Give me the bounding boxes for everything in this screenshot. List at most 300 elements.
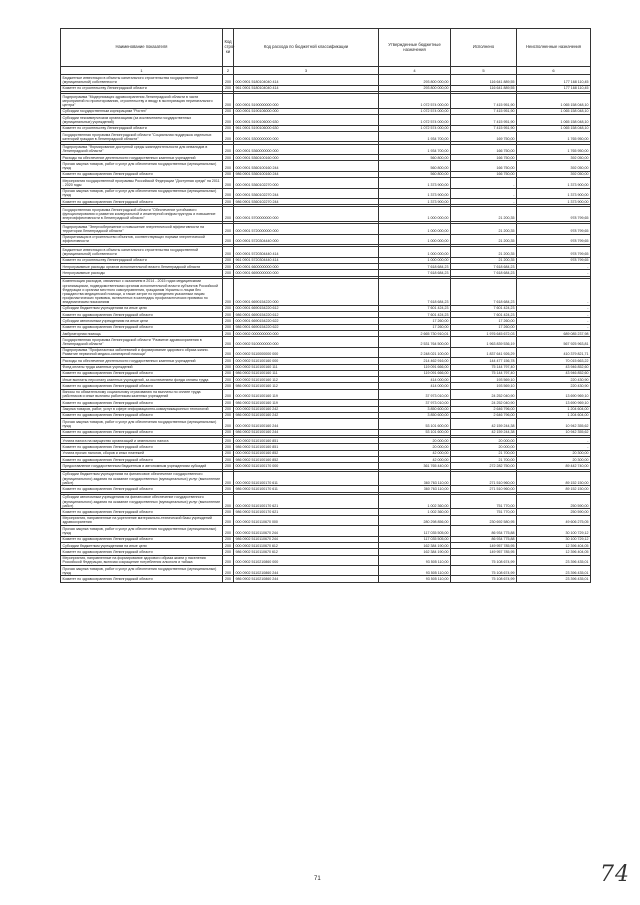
cell-approved: 1 373 900,00	[379, 188, 451, 198]
table-row	[61, 576, 591, 582]
cell-approved: 1 072 574 000,00	[379, 125, 451, 131]
cell-indicator-name: Подпрограмма "Профилактика заболеваний и формирование здорового образа жизни. Развитие первичной медико-санитарной помощи"	[61, 347, 223, 357]
cell-expense-code: 000 0901 5720000000 000	[234, 224, 379, 234]
cell-approved: 37 973 010,00	[379, 400, 451, 406]
cell-line-code: 200	[223, 144, 234, 154]
cell-approved: 117 035 505,00	[379, 526, 451, 536]
cell-indicator-name: Комитет по здравоохранению Ленинградской области	[61, 370, 223, 376]
cell-indicator-name: Мероприятия государственной программы Российской Федерации "Доступная среда" на 2011 - 2020 годы	[61, 178, 223, 188]
cell-executed: 21 200,35	[451, 234, 517, 244]
cell-indicator-name: Комитет по строительству Ленинградской области	[61, 125, 223, 131]
cell-unexecuted: 30 100 729,12	[517, 536, 591, 542]
column-number: 4	[379, 67, 451, 75]
cell-line-code: 200	[223, 161, 234, 171]
cell-expense-code: 000 0902 0000000000 000	[234, 331, 379, 337]
column-number: 6	[517, 67, 591, 75]
cell-line-code: 200	[223, 331, 234, 337]
cell-unexecuted: 10 942 355,62	[517, 419, 591, 429]
column-number-row	[61, 67, 591, 75]
cell-expense-code: 986 0901 6690154220 612	[234, 312, 379, 318]
cell-executed: 86 934 775,88	[451, 536, 517, 542]
cell-unexecuted: 567 925 963,81	[517, 337, 591, 347]
cell-executed: 166 750,00	[451, 155, 517, 161]
cell-indicator-name: Мероприятия, направленные на укрепление материально-технической базы учреждений здравоохранения	[61, 515, 223, 525]
cell-line-code: 200	[223, 312, 234, 318]
cell-unexecuted: -	[517, 444, 591, 450]
table-row	[61, 247, 591, 257]
column-number: 2	[223, 67, 234, 75]
cell-indicator-name: Непрограммные расходы	[61, 270, 223, 276]
cell-indicator-name: Государственная программа Ленинградской области "Социальная поддержка отдельных категорий граждан в Ленинградской области"	[61, 131, 223, 141]
cell-line-code: 200	[223, 536, 234, 542]
cell-expense-code: 000 0902 5110110670 000	[234, 515, 379, 525]
cell-line-code: 200	[223, 224, 234, 234]
table-row	[61, 115, 591, 125]
cell-unexecuted: 89 152 150,00	[517, 471, 591, 486]
cell-executed: 7 415 951,90	[451, 125, 517, 131]
cell-unexecuted: -	[517, 318, 591, 324]
budget-execution-table	[60, 28, 591, 583]
cell-expense-code: 986 0901 5360102270 244	[234, 198, 379, 204]
cell-line-code: 200	[223, 75, 234, 85]
table-row	[61, 144, 591, 154]
cell-line-code: 200	[223, 278, 234, 305]
cell-line-code: 200	[223, 188, 234, 198]
table-row	[61, 526, 591, 536]
cell-indicator-name: Прочая закупка товаров, работ и услуг для обеспечения государственных (муниципальных) нужд	[61, 188, 223, 198]
cell-executed: 75 108 674,99	[451, 576, 517, 582]
cell-indicator-name: Комитет по здравоохранению Ленинградской области	[61, 444, 223, 450]
cell-indicator-name: Подпрограмма "Формирование доступной среды жизнедеятельности для инвалидов в Ленинградской области"	[61, 144, 223, 154]
cell-unexecuted: 978 799,65	[517, 234, 591, 244]
cell-line-code: 200	[223, 389, 234, 399]
cell-unexecuted: -	[517, 324, 591, 330]
cell-expense-code: 000 0902 5110100170 000	[234, 463, 379, 469]
cell-unexecuted: 1 373 900,00	[517, 198, 591, 204]
cell-executed: 7 415 951,90	[451, 115, 517, 125]
cell-line-code: 200	[223, 555, 234, 565]
table-row	[61, 337, 591, 347]
cell-approved: 7 601 424,23	[379, 305, 451, 311]
cell-indicator-name: Комитет по здравоохранению Ленинградской области	[61, 576, 223, 582]
cell-line-code: 200	[223, 264, 234, 270]
cell-executed: 21 700,00	[451, 450, 517, 456]
cell-line-code: 200	[223, 131, 234, 141]
cell-expense-code: 000 0902 5100000000 000	[234, 337, 379, 347]
cell-approved: 7 618 684,23	[379, 270, 451, 276]
cell-approved: 7 618 684,23	[379, 278, 451, 305]
cell-indicator-name: Комитет по здравоохранению Ленинградской области	[61, 400, 223, 406]
cell-approved: 93 505 110,00	[379, 555, 451, 565]
cell-indicator-name: Комитет по здравоохранению Ленинградской области	[61, 429, 223, 435]
cell-expense-code: 000 0901 5300000000 000	[234, 131, 379, 141]
cell-executed: 75 144 797,40	[451, 370, 517, 376]
cell-line-code: 200	[223, 494, 234, 509]
cell-unexecuted: 10 942 355,62	[517, 429, 591, 435]
cell-line-code: 200	[223, 400, 234, 406]
cell-line-code: 200	[223, 337, 234, 347]
cell-executed: 21 200,35	[451, 257, 517, 263]
cell-executed: 75 108 674,99	[451, 566, 517, 576]
cell-indicator-name: Комитет по здравоохранению Ленинградской области	[61, 198, 223, 204]
cell-unexecuted: 392 050,00	[517, 155, 591, 161]
cell-line-code: 200	[223, 115, 234, 125]
cell-line-code: 200	[223, 347, 234, 357]
cell-expense-code: 000 0901 5190106000 000	[234, 108, 379, 114]
table-row	[61, 234, 591, 244]
cell-unexecuted: 1 373 900,00	[517, 188, 591, 198]
cell-indicator-name: Уплата налога на имущество организаций и земельного налога	[61, 438, 223, 444]
table-row	[61, 555, 591, 565]
table-row	[61, 178, 591, 188]
cell-executed: 20 000,00	[451, 444, 517, 450]
cell-approved: 3 850 600,00	[379, 412, 451, 418]
cell-executed: 751 770,00	[451, 509, 517, 515]
cell-unexecuted: 1 065 158 048,10	[517, 94, 591, 109]
cell-executed: 21 200,35	[451, 207, 517, 222]
cell-unexecuted: -	[517, 270, 591, 276]
cell-unexecuted: 12 396 404,05	[517, 542, 591, 548]
cell-unexecuted: 30 100 729,12	[517, 526, 591, 536]
cell-executed: 42 159 244,38	[451, 429, 517, 435]
cell-unexecuted: 220 430,90	[517, 377, 591, 383]
cell-executed: 75 144 797,40	[451, 364, 517, 370]
cell-unexecuted: 1 373 900,00	[517, 178, 591, 188]
cell-executed: 7 415 951,90	[451, 108, 517, 114]
cell-indicator-name: Компенсация расходов, связанных с оказанием в 2014 - 2015 годах медицинскими организациями, подведомственными органам исполнительной власти субъектов Российской Федерации и органам местного самоуправления, гражданам Украины и лицам без гражданства медицинской помощи, а также затрат по проведению указанным лицам профилактических прививок, включенных в календарь профилактических прививок по эпидемическим показаниям	[61, 278, 223, 305]
cell-expense-code: 000 0901 5720304440 000	[234, 234, 379, 244]
cell-indicator-name: Государственная программа Ленинградской области "Развитие здравоохранения в Ленинградской области"	[61, 337, 223, 347]
cell-unexecuted: 20 300,00	[517, 450, 591, 456]
cell-line-code: 200	[223, 324, 234, 330]
cell-indicator-name: Прочая закупка товаров, работ и услуг для обеспечения государственных (муниципальных) нужд	[61, 419, 223, 429]
cell-expense-code: 000 0901 5180104040 414	[234, 75, 379, 85]
cell-line-code: 200	[223, 471, 234, 486]
cell-indicator-name: Комитет по здравоохранению Ленинградской области	[61, 312, 223, 318]
cell-expense-code: 000 0901 6690154220 622	[234, 318, 379, 324]
table-row	[61, 94, 591, 109]
cell-executed: 86 934 775,88	[451, 526, 517, 536]
cell-expense-code: 000 0901 5360100160 000	[234, 155, 379, 161]
cell-line-code: 200	[223, 576, 234, 582]
cell-indicator-name: Подпрограмма "Энергосбережение и повышение энергетической эффективности на территории Ленинградской области"	[61, 224, 223, 234]
cell-executed: 24 252 040,90	[451, 389, 517, 399]
cell-indicator-name: Закупка товаров, работ, услуг в сфере информационно-коммуникационных технологий	[61, 406, 223, 412]
cell-expense-code: 986 0902 5110100170 621	[234, 509, 379, 515]
cell-approved: 93 505 110,00	[379, 576, 451, 582]
cell-expense-code: 000 0902 5110100170 611	[234, 471, 379, 486]
cell-executed: 230 692 580,95	[451, 515, 517, 525]
cell-unexecuted: 177 168 110,45	[517, 75, 591, 85]
cell-indicator-name: Расходы на обеспечение деятельности государственных казенных учреждений	[61, 358, 223, 364]
cell-expense-code: 000 0901 6690154220 000	[234, 278, 379, 305]
cell-approved: 1 373 900,00	[379, 198, 451, 204]
cell-indicator-name: Субсидии государственным корпорациям "Ростех"	[61, 108, 223, 114]
table-row	[61, 494, 591, 509]
cell-unexecuted: 43 946 852,60	[517, 370, 591, 376]
cell-executed: 271 510 960,00	[451, 486, 517, 492]
header-line-code: Код стро-ки	[223, 29, 234, 67]
cell-approved: 53 101 600,00	[379, 419, 451, 429]
cell-line-code: 200	[223, 549, 234, 555]
table-row	[61, 389, 591, 399]
cell-unexecuted: 978 799,65	[517, 224, 591, 234]
cell-line-code: 200	[223, 364, 234, 370]
cell-unexecuted: 20 300,00	[517, 457, 591, 463]
cell-expense-code: 000 0902 5110100160 851	[234, 438, 379, 444]
cell-executed: 1 963 839 536,19	[451, 337, 517, 347]
cell-indicator-name: Прочая закупка товаров, работ и услуг для обеспечения государственных (муниципальных) нужд	[61, 566, 223, 576]
cell-line-code: 200	[223, 155, 234, 161]
cell-approved: 560 800,00	[379, 155, 451, 161]
cell-approved: 2 665 730 910,01	[379, 331, 451, 337]
cell-expense-code: 986 0902 5110110670 244	[234, 536, 379, 542]
cell-expense-code: 986 0902 5110210860 244	[234, 576, 379, 582]
cell-indicator-name: Комитет по здравоохранению Ленинградской области	[61, 383, 223, 389]
header-unexecuted: Неисполненные назначения	[517, 29, 591, 67]
cell-approved: 37 973 010,00	[379, 389, 451, 399]
cell-indicator-name: Государственная программа Ленинградской области "Обеспечение устойчивого функционирования и развития коммунальной и инженерной инфраструктуры и повышение энергоэффективности в Ленинградской области"	[61, 207, 223, 222]
cell-line-code: 200	[223, 318, 234, 324]
cell-expense-code: 000 0902 5110100160 852	[234, 450, 379, 456]
cell-executed: 751 770,00	[451, 494, 517, 509]
cell-executed: 7 415 951,90	[451, 94, 517, 109]
cell-unexecuted: -	[517, 438, 591, 444]
cell-expense-code: 961 0901 5190106000 630	[234, 125, 379, 131]
table-row	[61, 419, 591, 429]
cell-expense-code: 986 0902 5110100160 242	[234, 412, 379, 418]
cell-approved: 2 531 764 500,00	[379, 337, 451, 347]
cell-unexecuted: 1 765 950,00	[517, 131, 591, 141]
cell-indicator-name: Приоритизация в строительство объектов, соответствующих нормам энергетической эффективности	[61, 234, 223, 244]
cell-approved: 42 000,00	[379, 450, 451, 456]
cell-executed: 271 510 960,00	[451, 471, 517, 486]
cell-approved: 1 072 574 000,00	[379, 115, 451, 125]
cell-unexecuted: 23 396 435,01	[517, 555, 591, 565]
cell-line-code: 200	[223, 85, 234, 91]
cell-approved: 280 298 856,00	[379, 515, 451, 525]
cell-indicator-name: Комитет по строительству Ленинградской области	[61, 257, 223, 263]
cell-unexecuted: 70 015 663,22	[517, 358, 591, 364]
cell-line-code: 200	[223, 358, 234, 364]
cell-executed: 7 618 684,23	[451, 264, 517, 270]
table-row	[61, 471, 591, 486]
cell-executed: 116 641 889,55	[451, 85, 517, 91]
cell-indicator-name: Комитет по здравоохранению Ленинградской области	[61, 549, 223, 555]
cell-executed: 75 108 674,99	[451, 555, 517, 565]
cell-approved: 1 373 900,00	[379, 178, 451, 188]
header-executed: Исполнено	[451, 29, 517, 67]
cell-indicator-name: Комитет по здравоохранению Ленинградской области	[61, 324, 223, 330]
cell-line-code: 200	[223, 509, 234, 515]
cell-indicator-name: Иные выплаты персоналу казенных учреждений, за исключением фонда оплаты труда	[61, 377, 223, 383]
cell-executed: 193 569,10	[451, 377, 517, 383]
table-row	[61, 566, 591, 576]
cell-line-code: 200	[223, 463, 234, 469]
cell-executed: -	[451, 188, 517, 198]
cell-indicator-name: Субсидии бюджетным учреждениям на финансовое обеспечение государственного (муниципального) задания на оказание государственных (муниципальных) услуг (выполнение работ)	[61, 471, 223, 486]
cell-expense-code: 000 0902 5110100160 000	[234, 358, 379, 364]
cell-line-code: 200	[223, 125, 234, 131]
cell-executed: 7 601 424,23	[451, 305, 517, 311]
cell-approved: 1 934 700,00	[379, 131, 451, 141]
cell-expense-code: 986 0902 5110100160 852	[234, 457, 379, 463]
cell-unexecuted: 1 765 950,00	[517, 144, 591, 154]
cell-indicator-name: Комитет по здравоохранению Ленинградской области	[61, 486, 223, 492]
cell-unexecuted: 89 152 150,00	[517, 486, 591, 492]
cell-approved: 361 765 440,00	[379, 463, 451, 469]
cell-indicator-name: Субсидии автономным учреждениям на иные цели	[61, 318, 223, 324]
cell-indicator-name: Комитет по здравоохранению Ленинградской области	[61, 457, 223, 463]
cell-executed: 42 159 244,38	[451, 419, 517, 429]
cell-line-code: 200	[223, 257, 234, 263]
cell-unexecuted: 1 204 604,00	[517, 412, 591, 418]
column-number: 5	[451, 67, 517, 75]
cell-executed: 17 260,00	[451, 324, 517, 330]
cell-executed: 7 601 424,23	[451, 312, 517, 318]
cell-unexecuted: 978 799,65	[517, 247, 591, 257]
cell-indicator-name: Бюджетные инвестиции в объекты капитального строительства государственной (муниципальной) собственности	[61, 75, 223, 85]
cell-unexecuted: 13 690 969,10	[517, 389, 591, 399]
cell-expense-code: 000 0901 5190000000 000	[234, 94, 379, 109]
cell-executed: 149 957 785,95	[451, 549, 517, 555]
cell-unexecuted: 12 396 404,05	[517, 549, 591, 555]
cell-executed: 144 477 156,78	[451, 358, 517, 364]
cell-approved: 2 248 021 100,00	[379, 347, 451, 357]
header-indicator-name: Наименование показателя	[61, 29, 223, 67]
cell-expense-code: 986 0902 5110100160 244	[234, 429, 379, 435]
cell-indicator-name: Предоставление государственным бюджетным и автономным учреждениям субсидий	[61, 463, 223, 469]
cell-expense-code: 000 0902 5110210860 000	[234, 555, 379, 565]
cell-line-code: 200	[223, 406, 234, 412]
cell-expense-code: 986 0902 5110110670 612	[234, 549, 379, 555]
cell-line-code: 200	[223, 419, 234, 429]
cell-expense-code: 986 0901 5360100160 244	[234, 171, 379, 177]
cell-expense-code: 000 0901 5190106000 630	[234, 115, 379, 125]
cell-approved: 414 000,00	[379, 383, 451, 389]
cell-executed: 21 200,35	[451, 224, 517, 234]
cell-line-code: 200	[223, 542, 234, 548]
cell-indicator-name: Прочая закупка товаров, работ и услуг для обеспечения государственных (муниципальных) нужд	[61, 161, 223, 171]
cell-expense-code: 000 0902 5110110670 612	[234, 542, 379, 548]
cell-executed: 116 641 889,55	[451, 75, 517, 85]
table-body	[61, 75, 591, 582]
cell-unexecuted: 89 442 740,00	[517, 463, 591, 469]
cell-approved: 1 002 360,00	[379, 509, 451, 515]
cell-unexecuted: 1 065 158 048,10	[517, 108, 591, 114]
cell-approved: 293 800 000,00	[379, 85, 451, 91]
table-row	[61, 224, 591, 234]
cell-executed: 166 750,00	[451, 171, 517, 177]
cell-approved: 1 072 574 000,00	[379, 108, 451, 114]
cell-unexecuted: 392 050,00	[517, 161, 591, 171]
cell-approved: 214 462 916,00	[379, 358, 451, 364]
cell-approved: 560 800,00	[379, 171, 451, 177]
cell-indicator-name: Амбулаторная помощь	[61, 331, 223, 337]
cell-approved: 3 850 600,00	[379, 406, 451, 412]
cell-indicator-name: Расходы на обеспечение деятельности государственных казенных учреждений	[61, 155, 223, 161]
cell-approved: 360 763 110,00	[379, 486, 451, 492]
cell-expense-code: 000 0901 5700000000 000	[234, 207, 379, 222]
cell-unexecuted: 250 590,00	[517, 509, 591, 515]
cell-unexecuted: 689 085 237,98	[517, 331, 591, 337]
cell-approved: 1 000 000,00	[379, 224, 451, 234]
column-number: 3	[234, 67, 379, 75]
cell-approved: 42 000,00	[379, 457, 451, 463]
cell-approved: 7 618 684,23	[379, 264, 451, 270]
cell-expense-code: 986 0902 5110100160 111	[234, 370, 379, 376]
cell-approved: 293 800 000,00	[379, 75, 451, 85]
cell-line-code: 200	[223, 444, 234, 450]
cell-indicator-name: Комитет по здравоохранению Ленинградской области	[61, 171, 223, 177]
cell-line-code: 200	[223, 526, 234, 536]
cell-unexecuted: -	[517, 305, 591, 311]
cell-expense-code: 000 0901 5360102270 000	[234, 178, 379, 188]
cell-executed: 21 200,35	[451, 247, 517, 257]
cell-line-code: 200	[223, 207, 234, 222]
cell-indicator-name: Подпрограмма "Модернизация здравоохранения Ленинградской области в части мероприятий по проектированию, строительству и вводу в эксплуатацию перинатального центра"	[61, 94, 223, 109]
cell-line-code: 200	[223, 305, 234, 311]
cell-expense-code: 000 0902 5110100160 119	[234, 389, 379, 399]
cell-line-code: 200	[223, 429, 234, 435]
cell-expense-code: 000 0901 5360102270 244	[234, 188, 379, 198]
header-approved: Утвержденные бюджетные назначения	[379, 29, 451, 67]
cell-executed: 17 260,00	[451, 318, 517, 324]
cell-executed: 21 700,00	[451, 457, 517, 463]
cell-approved: 17 260,00	[379, 324, 451, 330]
cell-indicator-name: Субсидии некоммерческим организациям (за исключением государственных (муниципальных) учреждений)	[61, 115, 223, 125]
cell-expense-code: 961 0901 5720304440 414	[234, 257, 379, 263]
cell-executed: 20 000,00	[451, 438, 517, 444]
cell-unexecuted: 392 050,00	[517, 171, 591, 177]
cell-line-code: 200	[223, 383, 234, 389]
cell-approved: 53 101 600,00	[379, 429, 451, 435]
cell-approved: 560 800,00	[379, 161, 451, 171]
cell-expense-code: 000 0902 5110100170 621	[234, 494, 379, 509]
cell-expense-code: 000 0901 6600000000 000	[234, 264, 379, 270]
table-row	[61, 347, 591, 357]
cell-executed: -	[451, 198, 517, 204]
cell-expense-code: 000 0901 6690000000 000	[234, 270, 379, 276]
cell-expense-code: 961 0901 5180104040 414	[234, 85, 379, 91]
cell-indicator-name: Взносы по обязательному социальному страхованию на выплаты по оплате труда работников и иные выплаты работникам казенных учреждений	[61, 389, 223, 399]
cell-expense-code: 986 0902 5110100160 851	[234, 444, 379, 450]
cell-expense-code: 000 0902 5110100160 244	[234, 419, 379, 429]
cell-approved: 20 000,00	[379, 438, 451, 444]
cell-unexecuted: 49 606 275,05	[517, 515, 591, 525]
table-header-row	[61, 29, 591, 67]
cell-line-code: 200	[223, 412, 234, 418]
cell-unexecuted: 23 396 435,01	[517, 576, 591, 582]
table-row	[61, 278, 591, 305]
cell-approved: 162 384 190,00	[379, 542, 451, 548]
cell-indicator-name: Субсидии бюджетным учреждениям на иные цели	[61, 542, 223, 548]
cell-approved: 360 763 110,00	[379, 471, 451, 486]
cell-expense-code: 986 0902 5110100170 611	[234, 486, 379, 492]
cell-approved: 1 934 700,00	[379, 144, 451, 154]
cell-executed: 2 646 796,00	[451, 406, 517, 412]
cell-executed: 272 282 750,00	[451, 463, 517, 469]
cell-approved: 1 000 000,00	[379, 257, 451, 263]
cell-expense-code: 000 0902 5110210860 244	[234, 566, 379, 576]
cell-unexecuted: 177 168 110,45	[517, 85, 591, 91]
cell-expense-code: 000 0901 5720304440 414	[234, 247, 379, 257]
cell-indicator-name: Непрограммные расходы органов исполнительной власти Ленинградской области	[61, 264, 223, 270]
table-row	[61, 75, 591, 85]
cell-approved: 119 091 666,00	[379, 370, 451, 376]
cell-expense-code: 986 0902 5110100160 112	[234, 383, 379, 389]
cell-executed: 7 618 684,23	[451, 270, 517, 276]
